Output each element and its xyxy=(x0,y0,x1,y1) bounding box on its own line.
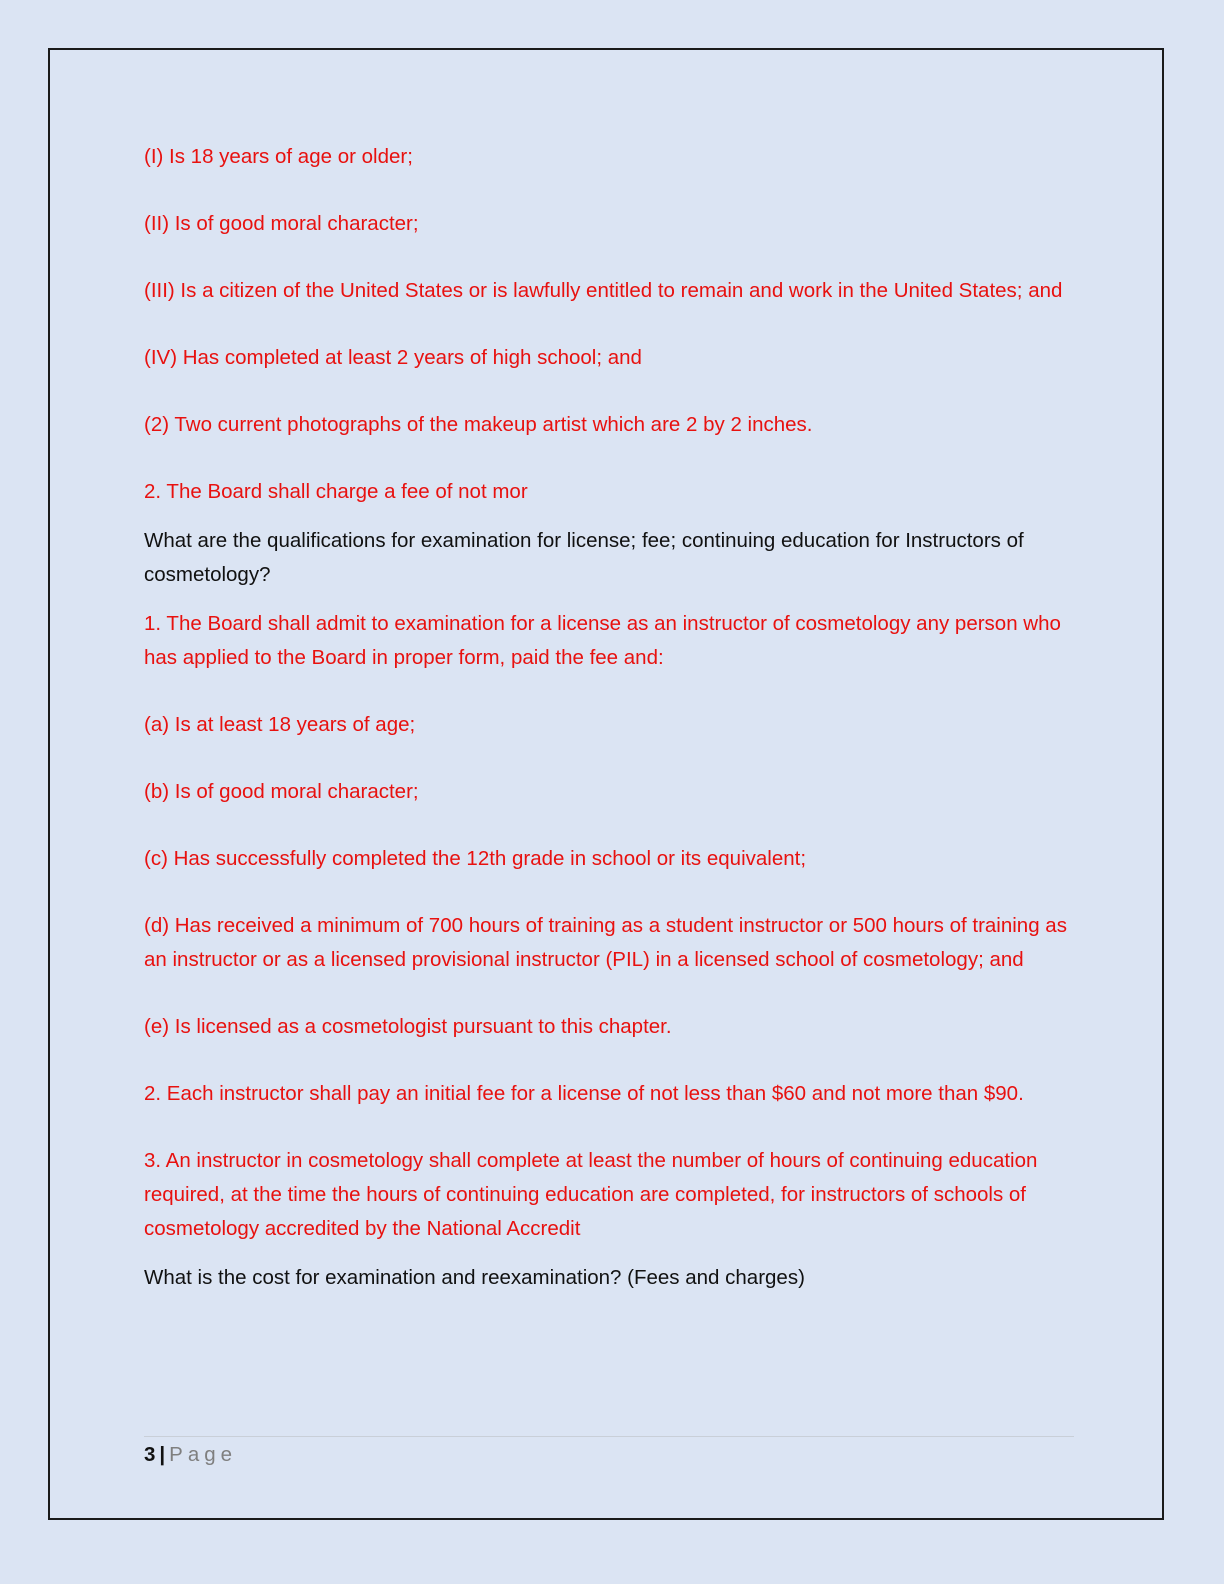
document-body xyxy=(144,140,1074,1295)
page-number: 3 xyxy=(144,1443,156,1466)
paragraph-instructor-licensed: (e) Is licensed as a cosmetologist pursuant to this chapter. xyxy=(144,1015,672,1038)
paragraph-qualification-citizen: (III) Is a citizen of the United States or is lawfully entitled to remain and work in the United States; and xyxy=(144,279,1063,302)
paragraph-qualification-moral: (II) Is of good moral character; xyxy=(144,212,419,235)
paragraph-qualification-highschool: (IV) Has completed at least 2 years of high school; and xyxy=(144,346,642,369)
question-exam-cost: What is the cost for examination and reexamination? (Fees and charges) xyxy=(144,1266,805,1289)
paragraph-instructor-education: (c) Has successfully completed the 12th grade in school or its equivalent; xyxy=(144,847,807,870)
paragraph-instructor-fee: 2. Each instructor shall pay an initial fee for a license of not less than $60 and not more than $90. xyxy=(144,1082,1024,1105)
paragraph-instructor-continuing-education: 3. An instructor in cosmetology shall complete at least the number of hours of continuing education required, at the time the hours of continuing education are completed, for instructors of schools of cosmetology accredited by the National Accredit xyxy=(144,1149,1038,1240)
paragraph-instructor-age: (a) Is at least 18 years of age; xyxy=(144,713,416,736)
page-footer xyxy=(144,1436,1074,1469)
page-label: Page xyxy=(169,1443,238,1466)
question-instructor-qualifications: What are the qualifications for examination for license; fee; continuing education for Instructors of cosmetology? xyxy=(144,529,1024,586)
paragraph-photographs: (2) Two current photographs of the makeup artist which are 2 by 2 inches. xyxy=(144,413,813,436)
paragraph-instructor-training: (d) Has received a minimum of 700 hours of training as a student instructor or 500 hours of training as an instructor or as a licensed provisional instructor (PIL) in a licensed school of cosmetology; and xyxy=(144,914,1067,971)
paragraph-qualification-age: (I) Is 18 years of age or older; xyxy=(144,145,413,168)
page-separator: | xyxy=(159,1443,166,1466)
paragraph-board-fee: 2. The Board shall charge a fee of not mor xyxy=(144,480,528,503)
paragraph-instructor-admission: 1. The Board shall admit to examination for a license as an instructor of cosmetology any person who has applied to the Board in proper form, paid the fee and: xyxy=(144,612,1061,669)
paragraph-instructor-moral: (b) Is of good moral character; xyxy=(144,780,419,803)
